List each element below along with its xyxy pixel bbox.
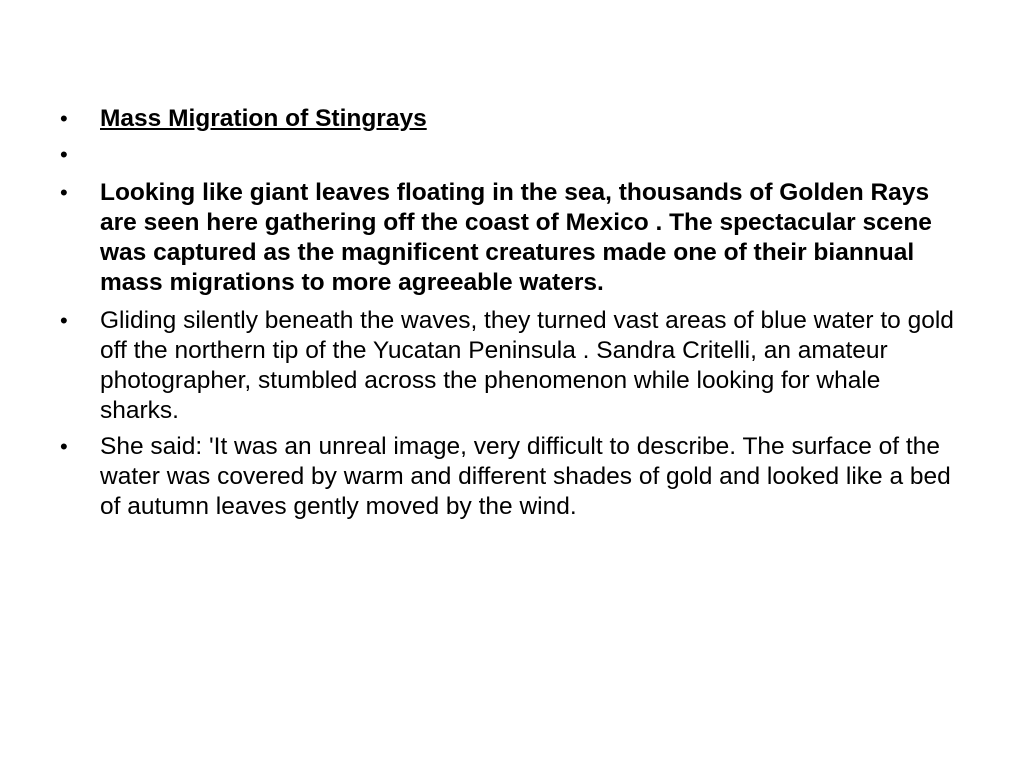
bullet-icon: • — [60, 434, 68, 459]
quote-paragraph: She said: 'It was an unreal image, very difficult to describe. The surface of the water was covered by warm and different shades of gold and looked like a bed of autumn leaves gently moved by the wind. — [100, 433, 951, 520]
bullet-icon: • — [60, 142, 68, 167]
bullet-item-gliding — [60, 306, 960, 426]
gliding-paragraph: Gliding silently beneath the waves, they turned vast areas of blue water to gold off the northern tip of the Yucatan Peninsula . Sandra Critelli, an amateur photographer, stumbled across the phenomenon while looking for whale sharks. — [100, 307, 954, 424]
bullet-item-heading — [60, 104, 960, 134]
bullet-item-intro — [60, 178, 960, 298]
bullet-icon: • — [60, 308, 68, 333]
bullet-icon: • — [60, 106, 68, 131]
bullet-item-quote — [60, 432, 960, 522]
bullet-list — [60, 104, 960, 528]
bullet-item-empty — [60, 140, 960, 170]
intro-paragraph: Looking like giant leaves floating in the sea, thousands of Golden Rays are seen here gathering off the coast of Mexico . The spectacular scene was captured as the magnificent creatures made one of their biannual mass migrations to more agreeable waters. — [100, 179, 932, 296]
slide-title: Mass Migration of Stingrays — [100, 105, 427, 132]
bullet-icon: • — [60, 180, 68, 205]
